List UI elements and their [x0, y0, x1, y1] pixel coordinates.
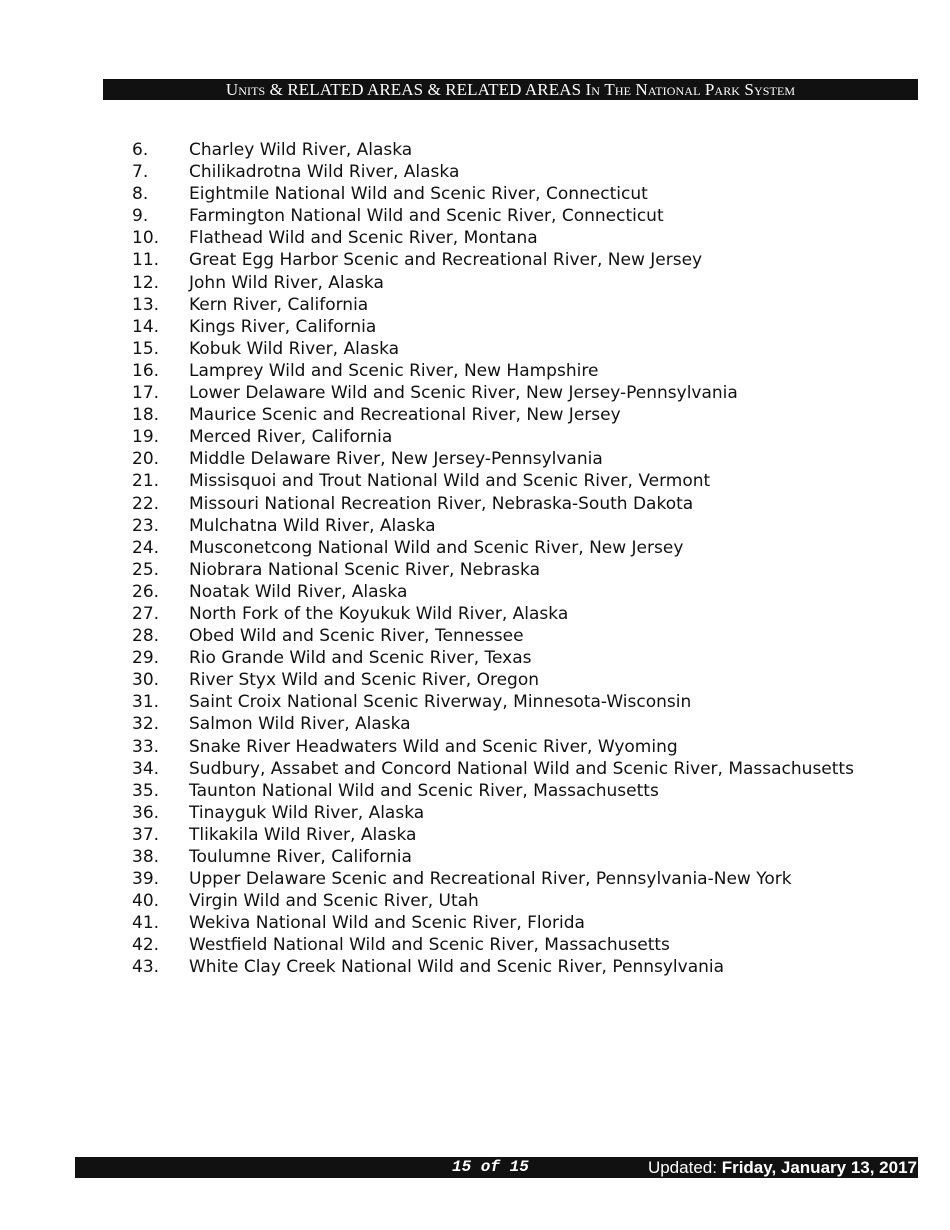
- updated-label: Updated:: [647, 1158, 722, 1177]
- list-item-name: Musconetcong National Wild and Scenic River, New Jersey: [189, 537, 684, 558]
- list-item: [0, 249, 950, 271]
- page-number: 15 of 15: [452, 1158, 529, 1176]
- list-item: [0, 669, 950, 691]
- list-item-number: 26.: [132, 581, 160, 602]
- list-item-name: Sudbury, Assabet and Concord National Wild and Scenic River, Massachusetts: [189, 758, 854, 779]
- list-item-name: Westfield National Wild and Scenic River, Massachusetts: [189, 935, 670, 956]
- list-item-number: 15.: [132, 338, 160, 359]
- list-item: [0, 360, 950, 382]
- list-item-number: 28.: [132, 626, 160, 647]
- list-item: [0, 647, 950, 669]
- list-item-number: 39.: [132, 869, 160, 890]
- updated-date: [648, 1157, 917, 1178]
- list-item-name: Missisquoi and Trout National Wild and Scenic River, Vermont: [189, 471, 711, 492]
- list-item-name: Upper Delaware Scenic and Recreational River, Pennsylvania-New York: [189, 869, 792, 890]
- list-item-number: 36.: [132, 802, 160, 823]
- list-item-name: Noatak Wild River, Alaska: [189, 581, 408, 602]
- list-item: [0, 956, 950, 978]
- list-item-name: Salmon Wild River, Alaska: [189, 714, 411, 735]
- list-item-name: Obed Wild and Scenic River, Tennessee: [189, 626, 524, 647]
- list-item-number: 22.: [132, 493, 160, 514]
- list-item: [0, 603, 950, 625]
- list-item: [0, 625, 950, 647]
- list-item: [0, 316, 950, 338]
- list-item: [0, 338, 950, 360]
- list-item: [0, 581, 950, 603]
- list-item-number: 12.: [132, 272, 160, 293]
- list-item-name: White Clay Creek National Wild and Scenic River, Pennsylvania: [189, 957, 725, 978]
- list-item: [0, 802, 950, 824]
- list-item: [0, 493, 950, 515]
- list-item-number: 18.: [132, 405, 160, 426]
- list-item-number: 21.: [132, 471, 160, 492]
- list-item: [0, 448, 950, 470]
- list-item-name: Chilikadrotna Wild River, Alaska: [189, 162, 460, 183]
- list-item-number: 38.: [132, 847, 160, 867]
- list-item-name: Farmington National Wild and Scenic River, Connecticut: [189, 206, 664, 227]
- list-item-name: Kobuk Wild River, Alaska: [189, 338, 400, 359]
- list-item: [0, 426, 950, 448]
- list-item: [0, 161, 950, 183]
- list-item-name: Snake River Headwaters Wild and Scenic River, Wyoming: [189, 736, 678, 757]
- page-footer-bar: [75, 1157, 918, 1178]
- list-item: [0, 559, 950, 581]
- list-item: [0, 691, 950, 713]
- list-item-name: Merced River, California: [189, 427, 393, 448]
- list-item: [0, 758, 950, 780]
- list-item-name: Virgin Wild and Scenic River, Utah: [189, 891, 479, 912]
- list-item-name: Missouri National Recreation River, Nebraska-South Dakota: [189, 493, 694, 514]
- list-item-number: 23.: [132, 515, 160, 536]
- list-item-name: Maurice Scenic and Recreational River, New Jersey: [189, 405, 621, 426]
- list-item: [0, 294, 950, 316]
- list-item: [0, 227, 950, 249]
- list-item: [0, 912, 950, 934]
- list-item-number: 27.: [132, 603, 160, 624]
- list-item: [0, 713, 950, 735]
- list-item-number: 9.: [132, 206, 149, 227]
- river-list: [0, 139, 950, 979]
- list-item-number: 7.: [132, 162, 149, 183]
- list-item: [0, 205, 950, 227]
- list-item-number: 6.: [132, 140, 149, 160]
- list-item-number: 41.: [132, 913, 160, 934]
- list-item-name: Toulumne River, California: [189, 847, 412, 867]
- list-item-name: Tinayguk Wild River, Alaska: [189, 802, 425, 823]
- list-item-number: 31.: [132, 692, 160, 713]
- list-item: [0, 890, 950, 912]
- list-item-name: Eightmile National Wild and Scenic River, Connecticut: [189, 184, 648, 205]
- list-item-name: John Wild River, Alaska: [189, 272, 384, 293]
- list-item-number: 30.: [132, 670, 160, 691]
- list-item: [0, 272, 950, 294]
- list-item-name: Rio Grande Wild and Scenic River, Texas: [189, 648, 532, 669]
- list-item: [0, 736, 950, 758]
- list-item-number: 29.: [132, 648, 160, 669]
- list-item-name: River Styx Wild and Scenic River, Oregon: [189, 670, 540, 691]
- list-item-number: 16.: [132, 360, 160, 381]
- list-item-number: 24.: [132, 537, 160, 558]
- list-item-name: North Fork of the Koyukuk Wild River, Alaska: [189, 603, 569, 624]
- list-item-number: 35.: [132, 780, 160, 801]
- list-item-name: Saint Croix National Scenic Riverway, Minnesota-Wisconsin: [189, 692, 692, 713]
- list-item-name: Great Egg Harbor Scenic and Recreational River, New Jersey: [189, 250, 703, 271]
- list-item-number: 34.: [132, 758, 160, 779]
- list-item-number: 19.: [132, 427, 160, 448]
- list-item-number: 20.: [132, 449, 160, 470]
- list-item-name: Lamprey Wild and Scenic River, New Hampshire: [189, 360, 599, 381]
- list-item-name: Kern River, California: [189, 294, 369, 315]
- list-item-number: 40.: [132, 891, 160, 912]
- list-item-name: Flathead Wild and Scenic River, Montana: [189, 228, 538, 249]
- page-header-bar: [103, 79, 918, 100]
- list-item-number: 32.: [132, 714, 160, 735]
- list-item-number: 25.: [132, 559, 160, 580]
- header-title: Units & RELATED AREAS & RELATED AREAS In The National Park System: [225, 79, 796, 99]
- list-item-number: 17.: [132, 383, 160, 404]
- list-item: [0, 382, 950, 404]
- list-item: [0, 139, 950, 161]
- list-item: [0, 537, 950, 559]
- updated-value: Friday, January 13, 2017: [721, 1158, 917, 1177]
- list-item: [0, 515, 950, 537]
- list-item-name: Tlikakila Wild River, Alaska: [189, 824, 417, 845]
- list-item-number: 43.: [132, 957, 160, 978]
- list-item: [0, 780, 950, 802]
- list-item-number: 42.: [132, 935, 160, 956]
- list-item: [0, 846, 950, 868]
- list-item-name: Wekiva National Wild and Scenic River, Florida: [189, 913, 585, 934]
- list-item: [0, 183, 950, 205]
- list-item-name: Charley Wild River, Alaska: [189, 140, 413, 160]
- list-item: [0, 934, 950, 956]
- list-item: [0, 824, 950, 846]
- list-item-name: Middle Delaware River, New Jersey-Pennsylvania: [189, 449, 603, 470]
- list-item-name: Lower Delaware Wild and Scenic River, New Jersey-Pennsylvania: [189, 383, 738, 404]
- list-item: [0, 404, 950, 426]
- list-item-name: Mulchatna Wild River, Alaska: [189, 515, 436, 536]
- list-item: [0, 470, 950, 492]
- list-item-number: 37.: [132, 824, 160, 845]
- list-item-name: Niobrara National Scenic River, Nebraska: [189, 559, 540, 580]
- list-item-number: 14.: [132, 316, 160, 337]
- list-item-number: 8.: [132, 184, 149, 205]
- list-item-name: Taunton National Wild and Scenic River, Massachusetts: [189, 780, 659, 801]
- list-item-name: Kings River, California: [189, 316, 377, 337]
- list-item-number: 13.: [132, 294, 160, 315]
- list-item: [0, 868, 950, 890]
- list-item-number: 11.: [132, 250, 160, 271]
- list-item-number: 33.: [132, 736, 160, 757]
- list-item-number: 10.: [132, 228, 160, 249]
